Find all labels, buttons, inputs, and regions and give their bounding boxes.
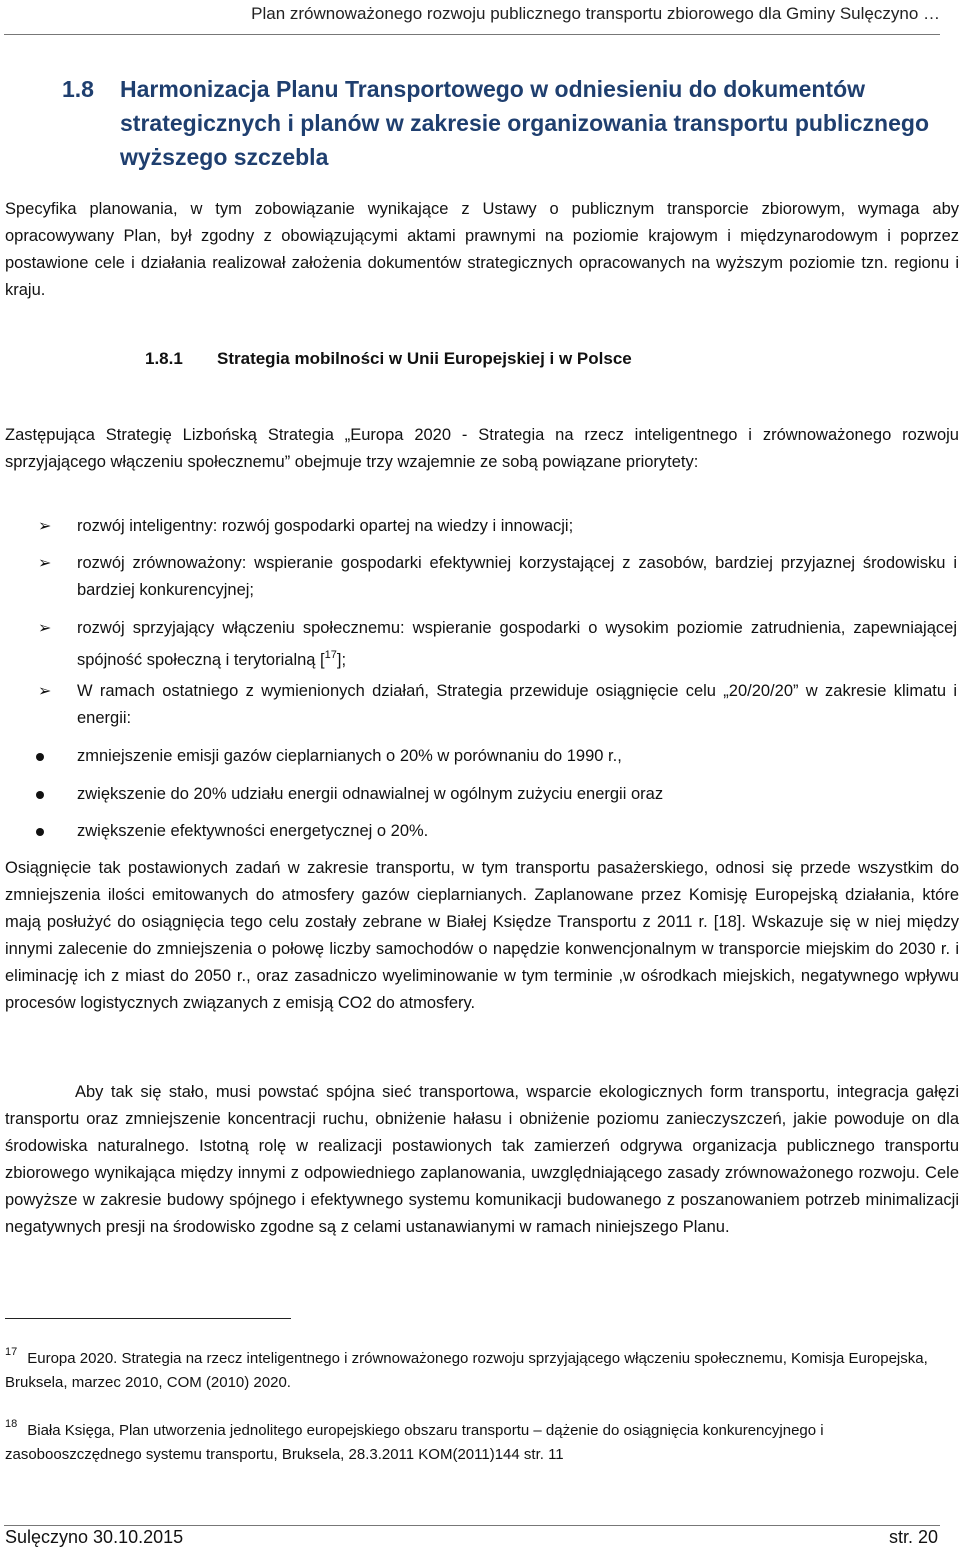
section-title: Harmonizacja Planu Transportowego w odniesieniu do dokumentów strategicznych i planów w zakresie organizowania transportu publicznego wyższego szczebla [120,76,929,170]
section-number: 1.8 [62,76,94,102]
section-heading [62,72,942,174]
footnote-18 [5,1412,945,1467]
footnote-text: Biała Księga, Plan utworzenia jednolitego europejskiego obszaru transportu – dążenie do osiągnięcia konkurencyjnego i zasobooszczędnego systemu transportu, Bruksela, 28.3.2011 KOM(2011)144 str. 11 [5,1422,824,1463]
round-bullet-icon [36,828,44,836]
transport-paragraph-2: Aby tak się stało, musi powstać spójna sieć transportowa, wsparcie ekologicznych form transportu, integracja gałęzi transportu oraz zmniejszenie koncentracji ruchu, obniżenie hałasu i obniżenie poziomu zanieczyszczeń, jakie powoduje on dla środowiska naturalnego. Istotną rolę w realizacji postawionych tak zamierzeń odgrywa organizacja publicznego transportu zbiorowego wynikająca między innymi z odpowiedniego zaplanowania, uwzględniającego zasady zrównoważonego rozwoju. Cele powyższe w zakresie budowy spójnego i efektywnego systemu komunikacji budowanego z poszanowaniem potrzeb minimalizacji negatywnych presji na środowisko zgodne są z celami ustanawianymi w ramach niniejszego Planu. [5,1083,959,1236]
bullet-list-item: zwiększenie do 20% udziału energii odnawialnej w ogólnym zużyciu energii oraz [0,781,960,808]
arrowhead-bullet-icon: ➢ [38,620,52,637]
subsection-heading [145,349,632,369]
running-header: Plan zrównoważonego rozwoju publicznego transportu zbiorowego dla Gminy Sulęczyno … [251,4,940,23]
transport-paragraph-1: Osiągnięcie tak postawionych zadań w zakresie transportu, w tym transportu pasażerskiego, odnosi się przede wszystkim do zmniejszenia ilości emitowanych do atmosfery gazów cieplarnianych. Zaplanowane przez Komisję Europejską działania, które mają posłużyć do osiągnięcia tego celu zostały zebrane w Białej Księdze Transportu z 2011 r. [18]. Wskazuje się w niej między innymi zalecenie do zmniejszenia o połowę liczby samochodów o napędzie konwencjonalnym w transporcie miejskim do 2030 r. i eliminację ich z miast do 2050 r., oraz zasadniczo wyeliminowanie w tym terminie ,w ośrodkach miejskich, negatywnego wpływu procesów logistycznych związanych z emisją CO2 do atmosfery. [5,859,959,1012]
footnote-ref-17[interactable]: 17 [324,649,337,661]
strategy-intro-paragraph: Zastępująca Strategię Lizbońską Strategia „Europa 2020 - Strategia na rzecz inteligentnego i zrównoważonego rozwoju sprzyjającego włączeniu społecznemu” obejmuje trzy wzajemnie ze sobą powiązane priorytety: [5,426,959,471]
footer-place-date: Sulęczyno 30.10.2015 [5,1527,184,1547]
arrow-list-item: ➢ rozwój inteligentny: rozwój gospodarki opartej na wiedzy i innowacji; [0,513,960,540]
footer-page-number: str. 20 [888,1527,938,1547]
footnote-divider [5,1318,291,1319]
footnote-text: Europa 2020. Strategia na rzecz inteligentnego i zrównoważonego rozwoju sprzyjającego włączeniu społecznemu, Komisja Europejska, Bruksela, marzec 2010, COM (2010) 2020. [5,1350,928,1391]
bullet-list-item: zmniejszenie emisji gazów cieplarnianych o 20% w porównaniu do 1990 r., [0,743,960,770]
footer-divider [4,1525,940,1526]
round-bullet-icon [36,753,44,761]
arrowhead-bullet-icon: ➢ [38,518,52,535]
footnote-number: 18 [5,1418,18,1430]
subsection-title: Strategia mobilności w Unii Europejskiej i w Polsce [217,349,632,368]
arrow-list-item: ➢ W ramach ostatniego z wymienionych działań, Strategia przewiduje osiągnięcie celu „20/20/20” w zakresie klimatu i energii: [0,678,960,732]
arrowhead-bullet-icon: ➢ [38,683,52,700]
footnote-number: 17 [5,1346,18,1358]
arrowhead-bullet-icon: ➢ [38,555,52,572]
footnote-17 [5,1340,945,1395]
round-bullet-icon [36,791,44,799]
arrow-list-item: ➢ rozwój sprzyjający włączeniu społecznemu: wspieranie gospodarki o wysokim poziomie zatrudnienia, zapewniającej spójność społeczną i terytorialną [$^{17}$]; [0,615,960,674]
intro-paragraph: Specyfika planowania, w tym zobowiązanie wynikające z Ustawy o publicznym transporcie zbiorowym, wymaga aby opracowywany Plan, był zgodny z obowiązującymi aktami prawnymi na poziomie krajowym i międzynarodowym i poprzez postawione cele i działania realizował założenia dokumentów strategicznych opracowanych na wyższym poziomie tzn. regionu i kraju. [5,200,959,299]
bullet-list-item: zwiększenie efektywności energetycznej o 20%. [0,818,960,845]
arrow-list-item: ➢ rozwój zrównoważony: wspieranie gospodarki efektywniej korzystającej z zasobów, bardziej przyjaznej środowisku i bardziej konkurencyjnej; [0,550,960,604]
header-divider [4,34,940,35]
subsection-number: 1.8.1 [145,349,183,368]
